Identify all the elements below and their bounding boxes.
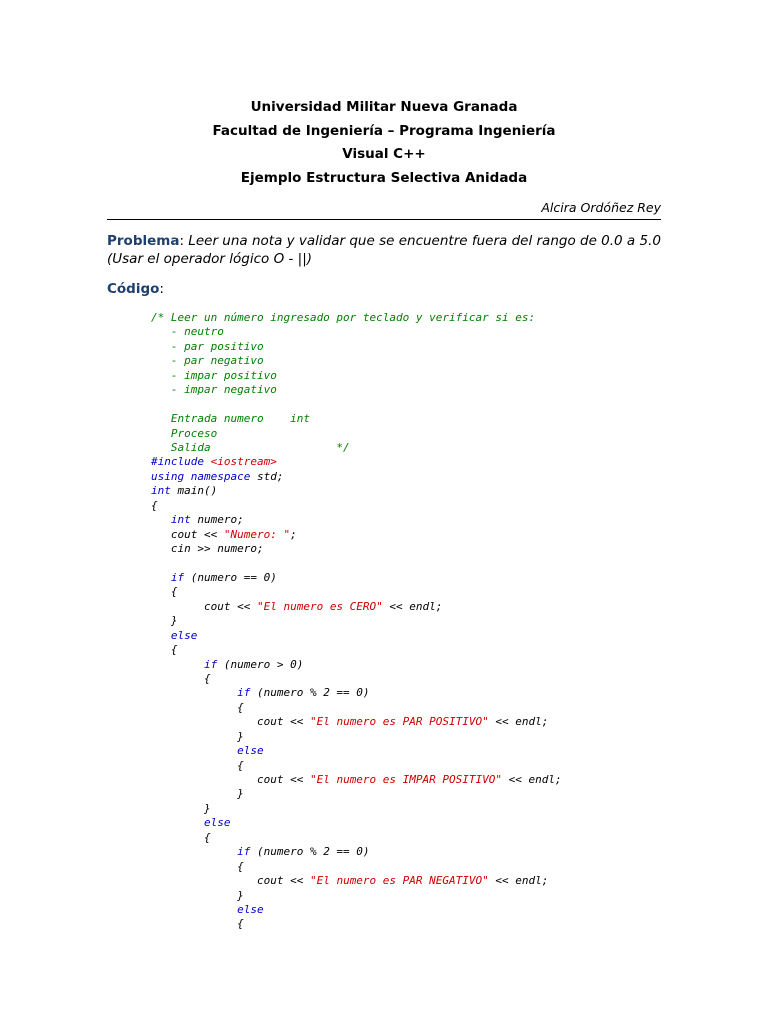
code-line [151,889,562,903]
code-token: } [151,729,244,743]
code-token [151,845,237,858]
code-token: } [151,801,211,815]
code-line [151,383,562,397]
code-line [151,354,562,368]
code-token: { [151,498,158,512]
code-line [151,398,562,412]
code-line [151,455,562,469]
code-line [151,340,562,354]
document-header [0,96,768,190]
code-token: cout << [151,715,310,729]
code-token: - par positivo [151,339,264,353]
code-line [151,773,562,787]
code-line [151,629,562,643]
code-line [151,860,562,874]
code-token: { [151,643,178,657]
code-line [151,787,562,801]
code-token: } [151,888,244,902]
code-block [151,311,562,932]
author-name: Alcira Ordóñez Rey [541,200,661,215]
code-token: { [151,671,211,685]
code-line [151,441,562,455]
header-divider [107,219,661,220]
code-token [151,571,171,584]
code-token: "El numero es PAR NEGATIVO" [309,874,489,888]
code-line [151,571,562,585]
code-token: <iostream> [210,455,277,469]
code-token: << endl; [382,599,443,613]
code-token [151,903,237,916]
code-line [151,715,562,729]
code-token: (numero % 2 == 0) [250,686,370,700]
code-token: if [237,845,251,859]
code-token: Salida */ [151,440,350,454]
code-token: (numero % 2 == 0) [250,845,370,859]
problem-statement [107,232,665,268]
code-token [151,629,171,642]
code-line [151,325,562,339]
code-token: using namespace [151,469,251,483]
code-line [151,614,562,628]
code-token: else [237,744,264,758]
code-token: { [151,700,244,714]
code-token: - impar positivo [151,368,277,382]
code-line [151,427,562,441]
faculty-name: Facultad de Ingeniería – Programa Ingeniería [212,122,556,139]
code-line [151,513,562,527]
code-line [151,556,562,570]
code-line [151,484,562,498]
code-token: "Numero: " [223,527,291,541]
code-token [151,744,237,757]
code-line [151,600,562,614]
code-token [151,816,204,829]
course-name: Visual C++ [342,146,426,162]
code-line [151,730,562,744]
code-token [151,513,171,526]
code-token: ; [290,527,297,541]
code-token: (numero == 0) [184,570,277,584]
code-token: numero; [190,513,244,527]
code-token: cout << [151,874,310,888]
code-token: "El numero es IMPAR POSITIVO" [309,773,503,786]
code-line [151,672,562,686]
code-line [151,658,562,672]
problem-text: Leer una nota y validar que se encuentre fuera del rango de 0.0 a 5.0 (Usar el operador lógico O - ||) [107,233,661,267]
code-colon: : [159,281,164,297]
problem-label: Problema [107,233,180,249]
code-token: /* Leer un número ingresado por teclado y verificar si es: [151,311,536,324]
code-token: << endl; [488,874,549,888]
code-line [151,369,562,383]
code-token: Entrada numero int [151,412,310,426]
code-token: cout << [151,527,224,541]
code-line [151,874,562,888]
code-line [151,542,562,556]
code-token: cin >> numero; [151,542,264,555]
code-line [151,744,562,758]
code-token: std; [250,469,284,483]
code-line [151,412,562,426]
code-line [151,816,562,830]
code-token: << endl; [502,773,562,786]
code-token: else [237,902,264,916]
code-token: int [151,484,171,498]
code-line [151,845,562,859]
code-token: { [151,585,178,599]
code-token: if [237,686,251,700]
code-token: main() [170,484,218,498]
code-token: } [151,787,244,801]
code-line [151,903,562,917]
code-token: if [203,657,218,671]
code-token: - neutro [151,325,224,339]
code-token: - par negativo [151,354,264,368]
code-token [151,658,204,671]
code-token: } [151,614,178,628]
code-token: "El numero es PAR POSITIVO" [309,715,489,729]
code-line [151,701,562,715]
code-line [151,499,562,513]
problem-colon: : [179,233,185,249]
code-token: else [170,628,198,642]
code-token: else [203,816,231,830]
code-line [151,528,562,542]
code-token: { [151,859,244,873]
code-token: #include [151,455,211,469]
code-line [151,759,562,773]
code-token: { [151,830,211,844]
code-token: cout << [151,773,310,786]
code-line [151,802,562,816]
code-line [151,917,562,931]
code-line [151,831,562,845]
code-token: int [170,513,191,527]
code-token [151,686,237,699]
code-token: "El numero es CERO" [256,599,383,613]
code-heading [107,281,164,297]
code-line [151,470,562,484]
document-title: Ejemplo Estructura Selectiva Anidada [240,169,528,186]
code-line [151,585,562,599]
code-token: (numero > 0) [217,657,304,671]
code-line [151,311,562,325]
code-token: Proceso [151,426,218,440]
code-label: Código [107,281,160,297]
code-token: cout << [151,599,257,613]
code-token: { [151,917,244,931]
code-token: if [170,570,185,584]
code-token: - impar negativo [151,383,277,397]
code-token: { [151,758,244,772]
code-line [151,643,562,657]
university-name: Universidad Militar Nueva Granada [250,99,518,115]
code-token: << endl; [488,715,549,729]
code-line [151,686,562,700]
